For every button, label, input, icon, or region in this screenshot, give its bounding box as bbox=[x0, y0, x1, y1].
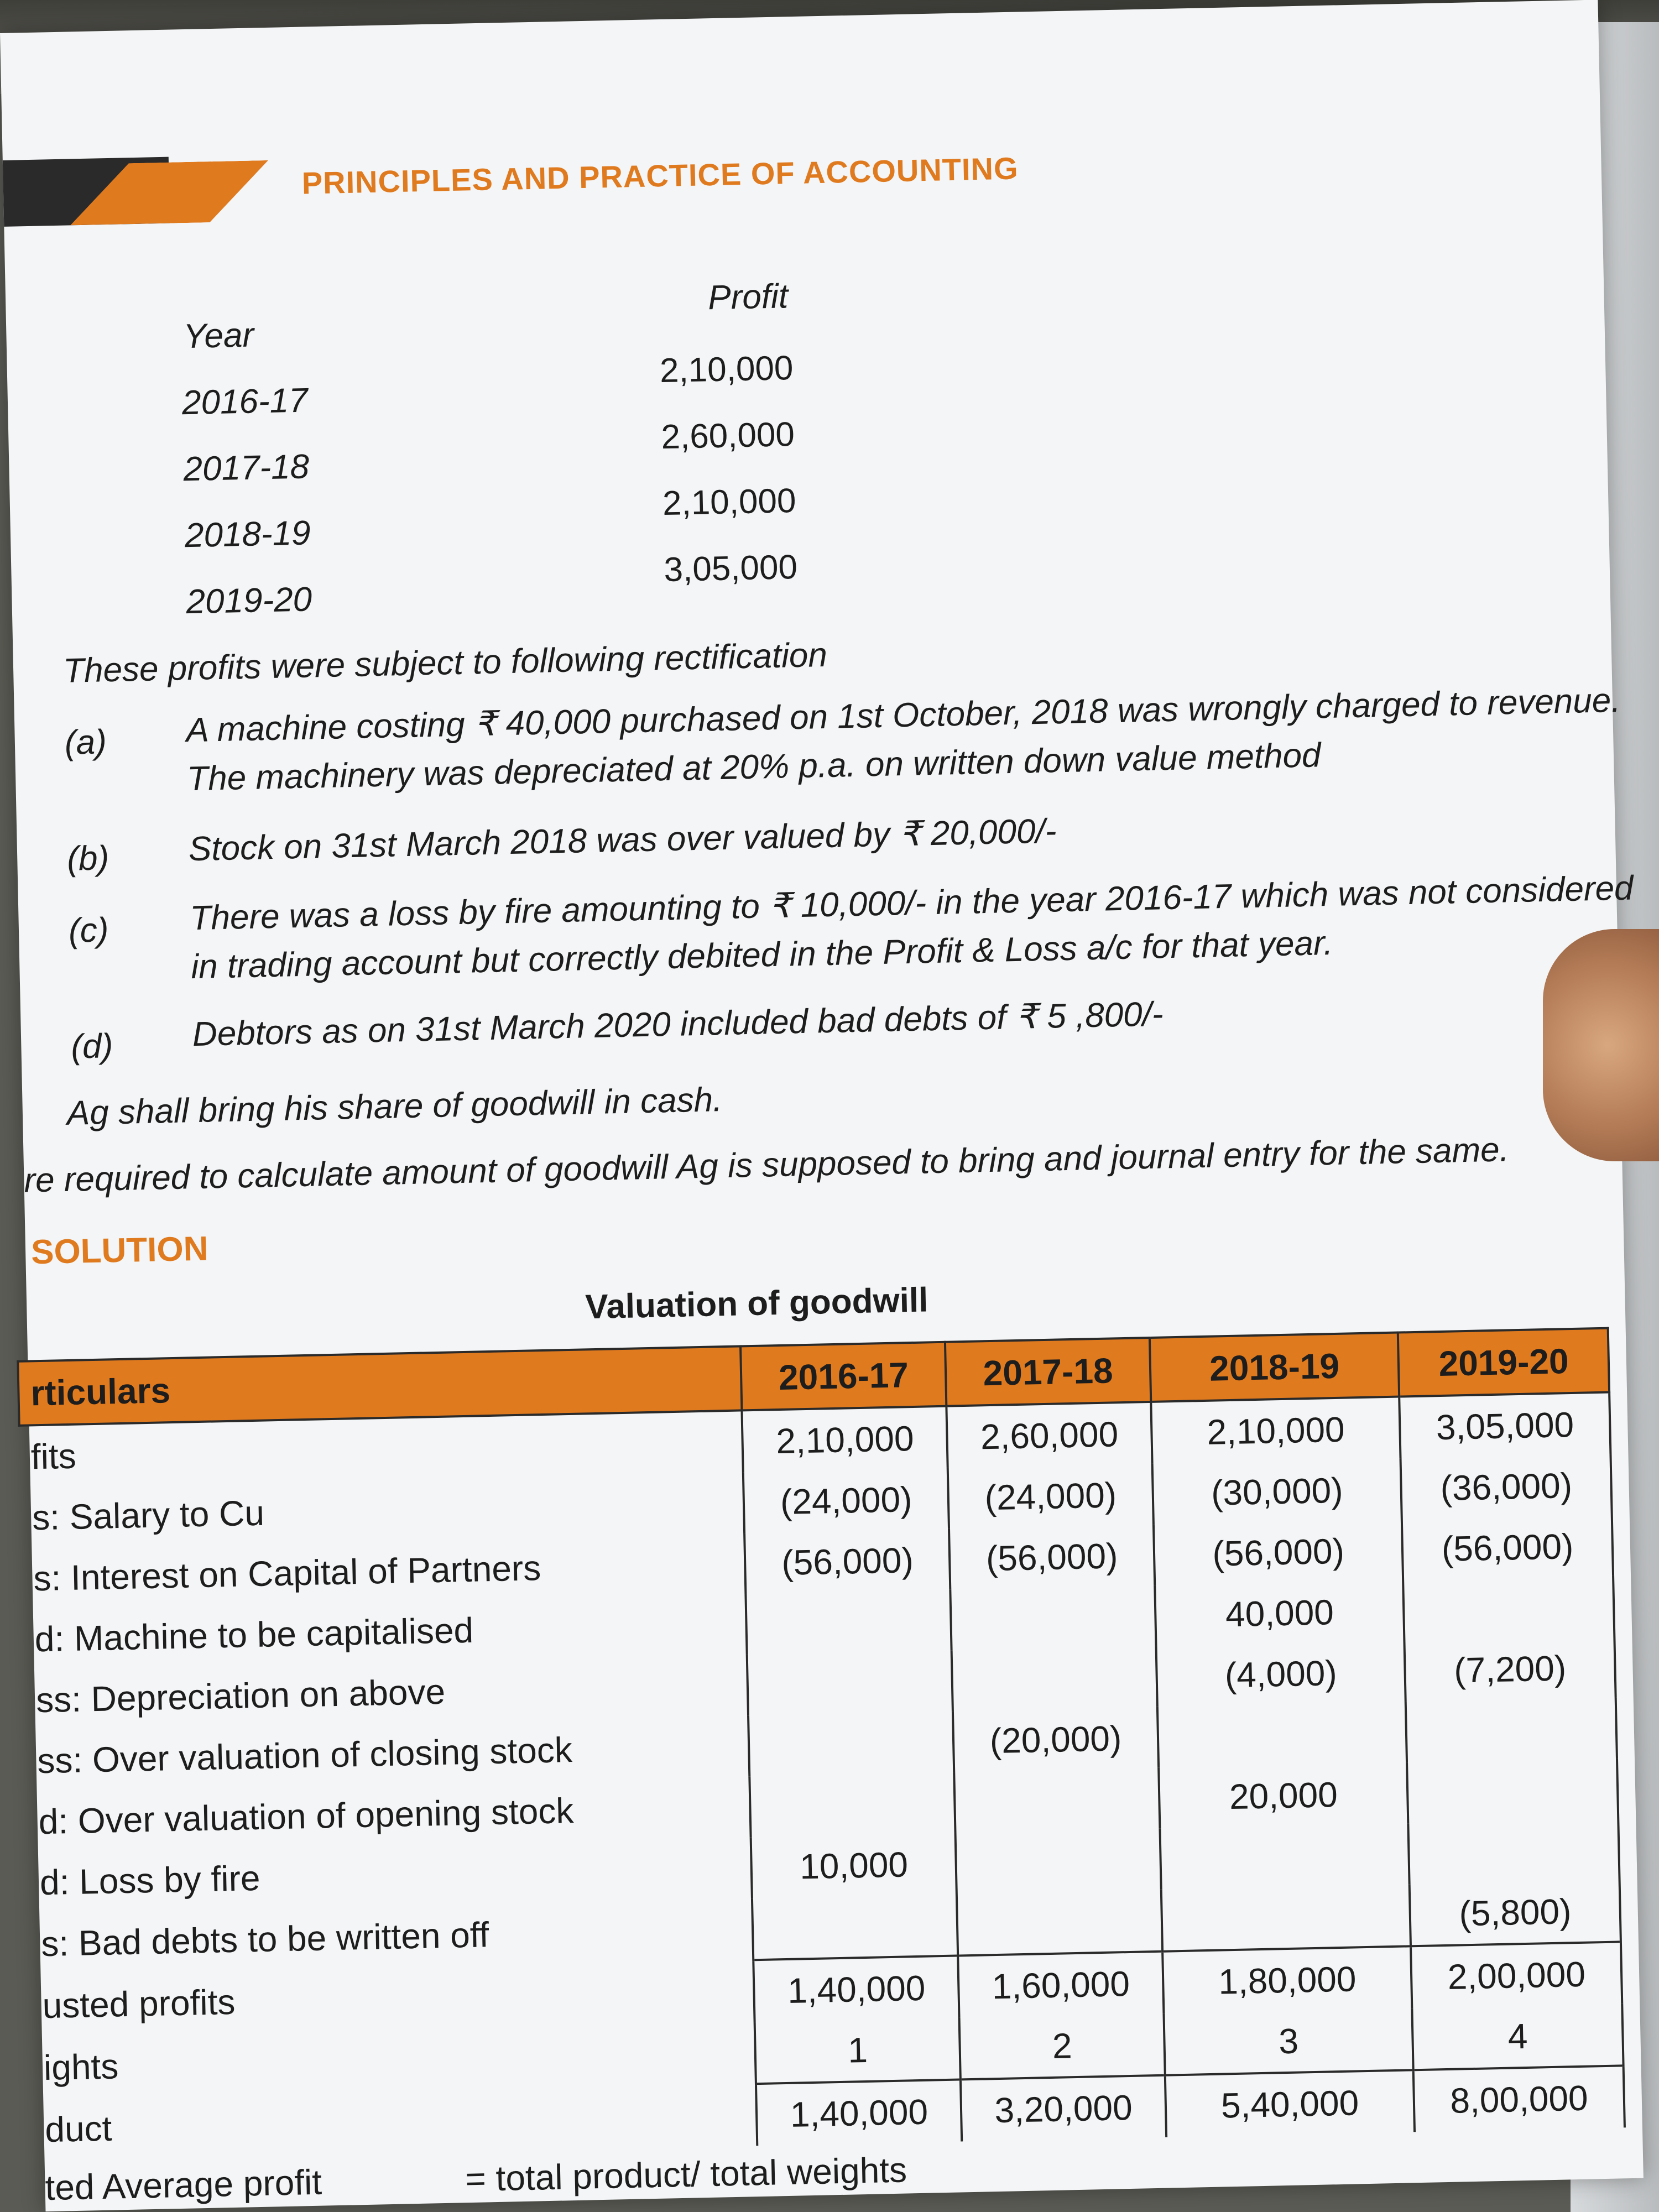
item-text: Stock on 31st March 2018 was over valued by ₹ 20,000/- bbox=[188, 812, 1057, 869]
profit-header: Profit bbox=[707, 277, 789, 317]
table-cell bbox=[1157, 1702, 1407, 1767]
table-cell: (24,000) bbox=[743, 1468, 949, 1533]
table-cell bbox=[1161, 1884, 1411, 1951]
row-label: d: Loss by fire bbox=[28, 1837, 753, 1913]
table-cell: 2 bbox=[959, 2013, 1165, 2080]
year-cell: 2016-17 bbox=[181, 381, 309, 422]
year-cell: 2018-19 bbox=[184, 514, 311, 555]
item-text: Debtors as on 31st March 2020 included bad debts of ₹ 5 ,800/- bbox=[192, 995, 1164, 1054]
table-cell bbox=[1403, 1576, 1614, 1641]
table-cell: 20,000 bbox=[1159, 1762, 1408, 1828]
footer-formula: = total product/ total weights bbox=[465, 2150, 907, 2199]
item-text: There was a loss by fire amounting to ₹ 10,000/- in the year 2016-17 which was not considered bbox=[189, 869, 1634, 938]
table-cell: 10,000 bbox=[751, 1833, 957, 1898]
valuation-title: Valuation of goodwill bbox=[585, 1281, 929, 1327]
table-cell bbox=[957, 1890, 1162, 1956]
table-cell bbox=[1160, 1823, 1410, 1889]
rectification-intro: These profits were subject to following rectification bbox=[62, 635, 828, 690]
table-cell bbox=[952, 1646, 1157, 1712]
profit-cell: 2,60,000 bbox=[660, 415, 795, 457]
table-cell: 3,20,000 bbox=[961, 2075, 1166, 2142]
profit-cell: 3,05,000 bbox=[663, 548, 798, 589]
table-cell: (24,000) bbox=[948, 1464, 1154, 1529]
item-text: A machine costing ₹ 40,000 purchased on 1st October, 2018 was wrongly charged to revenue. bbox=[185, 681, 1621, 750]
question-text: re required to calculate amount of goodwill Ag is supposed to bring and journal entry for the same. bbox=[23, 1130, 1510, 1200]
table-cell bbox=[750, 1772, 956, 1838]
table-cell bbox=[954, 1768, 1160, 1833]
table-cell: 2,10,000 bbox=[742, 1406, 948, 1473]
table-cell: 8,00,000 bbox=[1413, 2065, 1625, 2132]
year-cell: 2017-18 bbox=[182, 447, 310, 489]
table-cell: 5,40,000 bbox=[1165, 2070, 1415, 2137]
row-label: ss: Depreciation on above bbox=[24, 1655, 749, 1730]
table-cell bbox=[1406, 1697, 1617, 1762]
year-cell: 2019-20 bbox=[185, 580, 312, 622]
table-cell: (7,200) bbox=[1405, 1636, 1616, 1702]
row-label: ss: Over valuation of closing stock bbox=[25, 1715, 750, 1791]
table-cell: (56,000) bbox=[1402, 1515, 1613, 1580]
table-cell bbox=[1407, 1758, 1618, 1823]
item-label: (d) bbox=[70, 1027, 113, 1066]
row-label: duct bbox=[33, 2084, 758, 2161]
table-cell: 3 bbox=[1164, 2008, 1413, 2075]
table-cell: (4,000) bbox=[1156, 1641, 1406, 1707]
table-cell: 3,05,000 bbox=[1400, 1392, 1611, 1459]
row-label: ights bbox=[32, 2022, 757, 2099]
table-cell: 40,000 bbox=[1155, 1580, 1405, 1646]
profit-cell: 2,10,000 bbox=[662, 482, 797, 523]
table-cell: 2,60,000 bbox=[947, 1402, 1152, 1468]
table-cell bbox=[1408, 1819, 1620, 1884]
table-cell: 2,00,000 bbox=[1411, 1942, 1622, 2008]
column-header: 2019-20 bbox=[1398, 1328, 1609, 1397]
table-cell bbox=[748, 1712, 954, 1777]
row-label: s: Interest on Capital of Partners bbox=[22, 1533, 746, 1609]
item-label: (a) bbox=[64, 723, 107, 762]
item-label: (b) bbox=[66, 839, 109, 878]
table-cell: 1,80,000 bbox=[1162, 1946, 1412, 2013]
column-header: 2016-17 bbox=[741, 1342, 947, 1411]
table-cell: (5,800) bbox=[1410, 1880, 1621, 1946]
item-text: The machinery was depreciated at 20% p.a. on written down value method bbox=[186, 736, 1322, 799]
table-cell: (56,000) bbox=[745, 1529, 951, 1594]
year-header: Year bbox=[182, 316, 254, 356]
solution-heading: SOLUTION bbox=[30, 1229, 209, 1272]
goodwill-table bbox=[17, 1327, 1626, 2161]
item-label: (c) bbox=[68, 911, 109, 950]
table-cell: (56,000) bbox=[1154, 1519, 1404, 1585]
table-cell: 1,40,000 bbox=[756, 2079, 962, 2146]
footer-label: ted Average profit bbox=[44, 2162, 322, 2208]
row-label: s: Bad debts to be written off bbox=[29, 1898, 754, 1975]
table-cell: (30,000) bbox=[1152, 1459, 1402, 1525]
row-label: d: Machine to be capitalised bbox=[23, 1594, 748, 1670]
table-cell bbox=[746, 1590, 952, 1655]
profit-cell: 2,10,000 bbox=[659, 349, 794, 390]
note-cash: Ag shall bring his share of goodwill in cash. bbox=[66, 1081, 723, 1133]
item-text: in trading account but correctly debited in the Profit & Loss a/c for that year. bbox=[190, 924, 1334, 987]
row-label: d: Over valuation of opening stock bbox=[27, 1776, 752, 1852]
table-cell: (20,000) bbox=[953, 1707, 1159, 1772]
row-label: usted profits bbox=[31, 1960, 755, 2037]
table-cell bbox=[956, 1829, 1161, 1894]
table-cell: 4 bbox=[1412, 2004, 1624, 2070]
table-cell: 2,10,000 bbox=[1151, 1397, 1401, 1464]
book-title: PRINCIPLES AND PRACTICE OF ACCOUNTING bbox=[301, 150, 1019, 201]
table-cell bbox=[752, 1894, 958, 1960]
table-cell bbox=[950, 1585, 1156, 1651]
column-header: 2018-19 bbox=[1150, 1333, 1400, 1402]
row-label: s: Salary to Cu bbox=[20, 1472, 745, 1548]
column-header: rticulars bbox=[18, 1346, 742, 1425]
thumb bbox=[1543, 929, 1659, 1161]
table-cell: (36,000) bbox=[1401, 1454, 1612, 1520]
table-cell: 1,40,000 bbox=[754, 1955, 959, 2022]
table-cell: 1 bbox=[755, 2017, 961, 2084]
row-label: fits bbox=[19, 1410, 744, 1487]
table-cell: 1,60,000 bbox=[958, 1952, 1164, 2018]
table-cell bbox=[747, 1651, 953, 1716]
column-header: 2017-18 bbox=[945, 1338, 1151, 1406]
table-cell: (56,000) bbox=[949, 1525, 1155, 1590]
